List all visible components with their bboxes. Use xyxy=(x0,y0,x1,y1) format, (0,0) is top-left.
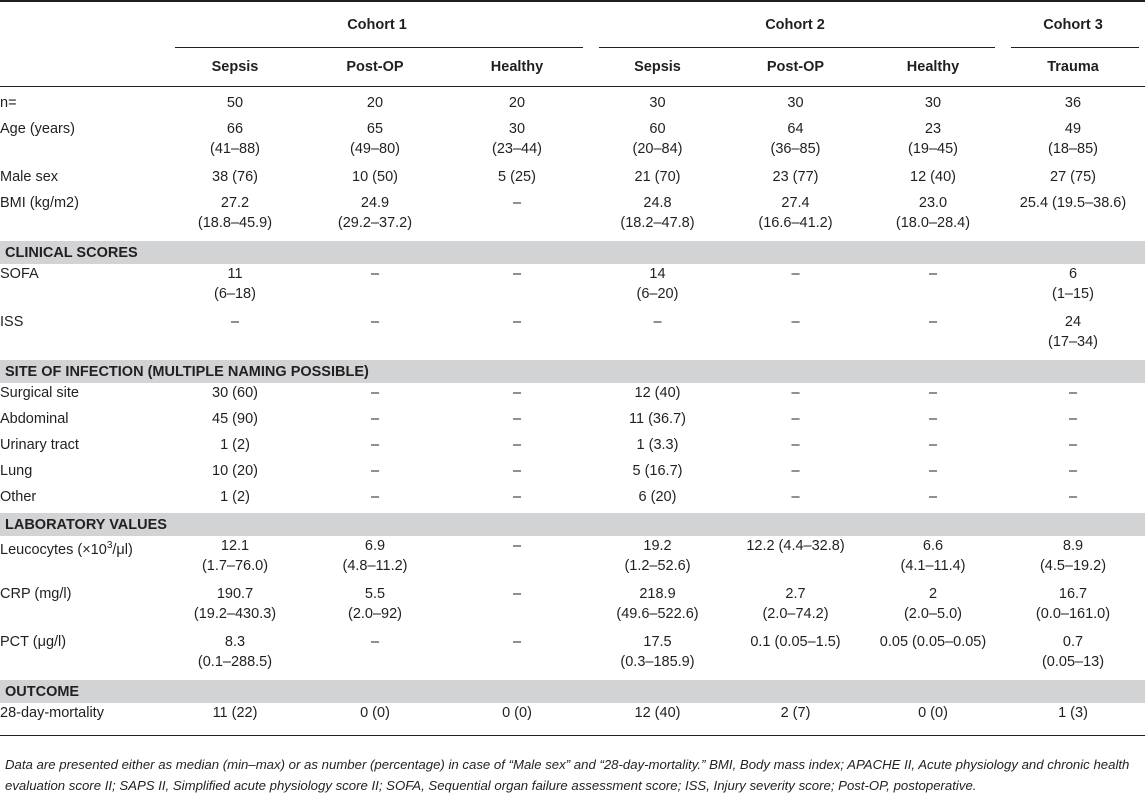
table-cell: – xyxy=(791,437,800,453)
table-row xyxy=(0,409,1145,435)
table-cell: 23 (19–45) xyxy=(908,121,958,157)
table-cell: 38 (76) xyxy=(212,169,258,185)
table-cell: 49 (18–85) xyxy=(1048,121,1098,157)
table-cell: 30 (60) xyxy=(212,385,258,401)
table-cell: – xyxy=(512,266,522,282)
row-label-text: 28-day-mortality xyxy=(0,705,104,721)
table-cell: 17.5 (0.3–185.9) xyxy=(620,634,695,670)
table-cell: 5 (25) xyxy=(498,169,536,185)
table-cell: – xyxy=(512,634,522,650)
row-label-text: Abdominal xyxy=(0,411,69,427)
section-header-row xyxy=(0,241,1145,264)
table-row xyxy=(0,487,1145,513)
table-cell: – xyxy=(928,266,938,282)
table-cell: 2 (2.0–5.0) xyxy=(903,586,963,622)
row-label-text: Male sex xyxy=(0,169,59,185)
table-row xyxy=(0,167,1145,193)
table-cell: 1 (3.3) xyxy=(636,437,679,453)
table-cell: – xyxy=(791,314,800,330)
table-cell: – xyxy=(1068,385,1078,401)
table-cell: – xyxy=(230,314,240,330)
row-label-text: Surgical site xyxy=(0,385,79,401)
table-cell: 24 (17–34) xyxy=(1048,314,1098,350)
table-cell: – xyxy=(512,538,522,554)
table-cell: 6 (1–15) xyxy=(1052,266,1094,302)
table-row xyxy=(0,312,1145,360)
table-cell: – xyxy=(512,314,522,330)
group-header: Sepsis xyxy=(211,59,259,75)
row-label xyxy=(0,119,165,167)
row-label xyxy=(0,312,165,360)
table-cell: 6.9 (4.8–11.2) xyxy=(342,538,408,574)
table-cell: – xyxy=(928,437,938,453)
table-cell: 0.1 (0.05–1.5) xyxy=(750,634,841,650)
section-header-row xyxy=(0,680,1145,703)
table-cell: 20 xyxy=(366,95,384,111)
table-cell: – xyxy=(370,314,380,330)
row-label-text: PCT (μg/l) xyxy=(0,634,67,650)
table-row xyxy=(0,383,1145,409)
table-cell: 12.2 (4.4–32.8) xyxy=(746,538,845,554)
table-row xyxy=(0,119,1145,167)
table-cell: 6 (20) xyxy=(638,489,677,505)
table-cell: 0.7 (0.05–13) xyxy=(1041,634,1105,670)
row-label-suffix: /μl) xyxy=(112,541,133,558)
table-cell: 1 (2) xyxy=(220,437,250,453)
table-cell: – xyxy=(512,586,522,602)
table-cell: 27 (75) xyxy=(1050,169,1096,185)
table-cell: 65 (49–80) xyxy=(350,121,400,157)
table-row xyxy=(0,584,1145,632)
table-cell: 8.9 (4.5–19.2) xyxy=(1039,538,1107,574)
group-header: Trauma xyxy=(1047,59,1099,75)
row-label xyxy=(0,632,165,680)
table-cell: – xyxy=(512,489,522,505)
table-cell: 50 xyxy=(226,95,244,111)
table-cell: 5 (16.7) xyxy=(632,463,683,479)
group-header: Post-OP xyxy=(766,59,825,75)
row-label xyxy=(0,383,165,409)
table-cell: – xyxy=(928,411,938,427)
table-cell: 23.0 (18.0–28.4) xyxy=(895,195,971,231)
table-cell: – xyxy=(370,266,380,282)
table-cell: 10 (50) xyxy=(352,169,398,185)
group-header: Post-OP xyxy=(346,59,404,75)
table-cell: 14 (6–20) xyxy=(636,266,679,302)
table-cell: 27.2 (18.8–45.9) xyxy=(197,195,273,231)
section-title: LABORATORY VALUES xyxy=(0,513,1145,536)
table-cell: – xyxy=(370,385,380,401)
table-cell: 11 (6–18) xyxy=(214,266,256,302)
table-cell: – xyxy=(370,437,380,453)
section-title: OUTCOME xyxy=(0,680,1145,703)
table-cell: 190.7 (19.2–430.3) xyxy=(193,586,277,622)
table-cell: – xyxy=(512,411,522,427)
table-cell: 1 (3) xyxy=(1058,705,1088,721)
table-cell: 20 xyxy=(508,95,526,111)
table-cell: 12 (40) xyxy=(634,385,681,401)
table-cell: – xyxy=(512,463,522,479)
table-cell: – xyxy=(791,385,800,401)
table-cell: 0 (0) xyxy=(502,705,532,721)
table-cell: – xyxy=(1068,437,1078,453)
table-cell: – xyxy=(928,385,938,401)
table-cell: 64 (36–85) xyxy=(770,121,821,157)
table-cell: 10 (20) xyxy=(212,463,258,479)
row-label xyxy=(0,435,165,461)
corner-cell xyxy=(0,48,165,87)
table-cell: 11 (22) xyxy=(212,705,258,721)
cohort-3-label: Cohort 3 xyxy=(1043,17,1103,33)
table-row xyxy=(0,264,1145,312)
table-cell: – xyxy=(512,437,522,453)
table-cell: 24.8 (18.2–47.8) xyxy=(620,195,695,231)
table-cell: 0 (0) xyxy=(360,705,390,721)
row-label xyxy=(0,409,165,435)
table-cell: – xyxy=(512,385,522,401)
table-cell: – xyxy=(928,314,938,330)
row-label-text: Urinary tract xyxy=(0,437,79,453)
table-cell: 12 (40) xyxy=(634,705,681,721)
table-cell: – xyxy=(791,266,800,282)
table-row xyxy=(0,193,1145,241)
table-cell: 30 xyxy=(649,95,666,111)
table-cell: 0 (0) xyxy=(918,705,948,721)
table-cell: 23 (77) xyxy=(772,169,819,185)
table-cell: – xyxy=(791,463,800,479)
cohort-1-header xyxy=(165,2,589,48)
row-label-superscript: 3 xyxy=(106,540,113,551)
cohort-1-label: Cohort 1 xyxy=(347,17,407,33)
row-label xyxy=(0,93,165,119)
table-row xyxy=(0,461,1145,487)
table-cell: 30 xyxy=(924,95,942,111)
group-header-row xyxy=(0,48,1145,87)
table-cell: 30 xyxy=(787,95,804,111)
table-row xyxy=(0,536,1145,584)
table-cell: 27.4 (16.6–41.2) xyxy=(758,195,833,231)
group-header: Healthy xyxy=(490,59,544,75)
row-label xyxy=(0,487,165,513)
table-row xyxy=(0,435,1145,461)
table-cell: 5.5 (2.0–92) xyxy=(347,586,402,622)
group-header: Healthy xyxy=(906,59,960,75)
table-cell: – xyxy=(1068,463,1078,479)
corner-cell xyxy=(0,2,165,48)
row-label-text: Lung xyxy=(0,463,33,479)
table-cell: – xyxy=(370,634,380,650)
table-cell: – xyxy=(928,489,938,505)
table-cell: 16.7 (0.0–161.0) xyxy=(1035,586,1111,622)
row-label-text: Age (years) xyxy=(0,121,75,137)
section-title: CLINICAL SCORES xyxy=(0,241,1145,264)
table-footnote: Data are presented either as median (min–max) or as number (percentage) in case of “Male sex” and “28-day-mortality.” BMI, Body mass index; APACHE II, Acute physiology and chronic health evaluation score II; SAPS II, Simplified acute physiology score II; SOFA, Sequential organ failure assessment score; ISS, Injury severity score; Post-OP, postoperative. xyxy=(5,757,1130,793)
table-cell: 21 (70) xyxy=(634,169,681,185)
row-label xyxy=(0,264,165,312)
table-cell: 24.9 (29.2–37.2) xyxy=(337,195,413,231)
cohort-header-row xyxy=(0,2,1145,48)
table-row xyxy=(0,93,1145,119)
table-cell: – xyxy=(512,195,522,211)
table-cell: – xyxy=(791,489,800,505)
table-cell: 12.1 (1.7–76.0) xyxy=(201,538,269,574)
section-header-row xyxy=(0,513,1145,536)
table-cell: 8.3 (0.1–288.5) xyxy=(197,634,273,670)
table-cell: 60 (20–84) xyxy=(632,121,683,157)
table-cell: 2 (7) xyxy=(780,705,811,721)
row-label-text: Other xyxy=(0,489,37,505)
row-label-text: CRP (mg/l) xyxy=(0,586,72,602)
row-label xyxy=(0,536,165,584)
section-title: SITE OF INFECTION (MULTIPLE NAMING POSSIBLE) xyxy=(0,360,1145,383)
row-label-text: n= xyxy=(0,95,17,111)
table-cell: 19.2 (1.2–52.6) xyxy=(624,538,691,574)
row-label-text: BMI (kg/m2) xyxy=(0,195,79,211)
table-cell: 6.6 (4.1–11.4) xyxy=(900,538,966,574)
table-cell: 45 (90) xyxy=(212,411,258,427)
table-cell: 66 (41–88) xyxy=(210,121,260,157)
row-label-text: SOFA xyxy=(0,266,39,282)
section-header-row xyxy=(0,360,1145,383)
cohort-2-header xyxy=(589,2,1001,48)
table-cell: – xyxy=(370,411,380,427)
table-cell: 218.9 (49.6–522.6) xyxy=(616,586,699,622)
table-row xyxy=(0,703,1145,729)
table-cell: – xyxy=(1068,411,1078,427)
cohort-2-label: Cohort 2 xyxy=(765,17,825,33)
table-cell: 25.4 (19.5–38.6) xyxy=(1019,195,1127,211)
row-label-text: ISS xyxy=(0,314,24,330)
table-cell: 36 xyxy=(1064,95,1082,111)
table-cell: – xyxy=(791,411,800,427)
table-cell: 30 (23–44) xyxy=(492,121,542,157)
table-cell: 11 (36.7) xyxy=(629,411,686,427)
table-cell: – xyxy=(370,489,380,505)
row-label xyxy=(0,703,165,729)
table-cell: 0.05 (0.05–0.05) xyxy=(879,634,987,650)
row-label xyxy=(0,193,165,241)
row-label-text: Leucocytes (×10 xyxy=(0,541,107,558)
row-label xyxy=(0,167,165,193)
table-cell: – xyxy=(928,463,938,479)
row-label xyxy=(0,584,165,632)
group-header: Sepsis xyxy=(634,59,681,75)
table-cell: – xyxy=(1068,489,1078,505)
table-cell: 1 (2) xyxy=(220,489,250,505)
cohort-3-header xyxy=(1001,2,1145,48)
row-label xyxy=(0,461,165,487)
table-cell: 2.7 (2.0–74.2) xyxy=(762,586,829,622)
table-row xyxy=(0,632,1145,680)
table-cell: – xyxy=(653,314,662,330)
table-cell: 12 (40) xyxy=(910,169,956,185)
table-cell: – xyxy=(370,463,380,479)
table-body xyxy=(0,93,1145,729)
